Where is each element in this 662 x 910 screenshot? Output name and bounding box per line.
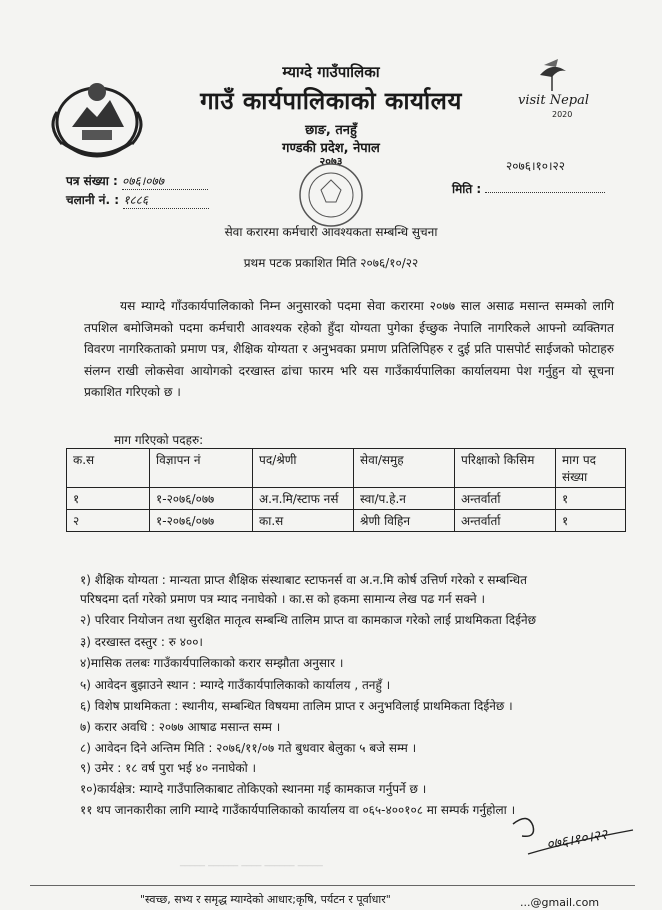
cell-adv-no: १-२०७६/०७७ — [150, 510, 253, 532]
dispatch-number-label: चलानी नं. : — [66, 193, 120, 207]
condition-item: परिषदमा दर्ता गरेको प्रमाण पत्र म्याद ननाघेको । का.स को हकमा सामान्य लेख पढ गर्न सक्ने । — [80, 592, 486, 606]
table-header-row — [67, 449, 626, 488]
condition-item: २) परिवार नियोजन तथा सुरक्षित मातृत्व सम्बन्धि तालिम प्राप्त वा कामकाज गरेको लाई प्राथमिकता दिईनेछ — [80, 613, 537, 627]
office-title: गाउँ कार्यपालिकाको कार्यालय — [200, 87, 462, 115]
footer-motto: "स्वच्छ, सभ्य र समृद्ध म्याग्देको आधार;कृषि, पर्यटन र पूर्वाधार" — [140, 893, 391, 906]
col-header-adv-no: विज्ञापन नं — [150, 449, 253, 488]
visit-nepal-year: 2020 — [552, 110, 573, 119]
date-value — [485, 192, 605, 193]
cell-service: श्रेणी विहिन — [354, 510, 455, 532]
cell-adv-no: १-२०७६/०७७ — [150, 488, 253, 510]
date-label: मिति : — [452, 182, 482, 196]
header-date: २०७६।१०।२२ — [506, 159, 566, 173]
col-header-post: पद/श्रेणी — [253, 449, 354, 488]
cell-exam: अन्तर्वार्ता — [455, 510, 556, 532]
posts-table — [66, 448, 626, 532]
bleed-through-text: _____ ______ ____ ______ _____ — [180, 856, 323, 867]
condition-item: ७) करार अवधि : २०७७ आषाढ मसान्त सम्म । — [80, 720, 281, 734]
posts-heading: माग गरिएको पदहरु: — [114, 433, 204, 447]
col-header-exam: परिक्षाको किसिम — [455, 449, 556, 488]
condition-item: १०)कार्यक्षेत्र: म्याग्दे गाउँपालिकाबाट तोकिएको स्थानमा गई कामकाज गर्नुपर्ने छ । — [80, 782, 427, 796]
visit-nepal-text: visit Nepal — [518, 93, 589, 108]
cell-sn: १ — [67, 488, 150, 510]
table-row — [67, 488, 626, 510]
footer-email: ...@gmail.com — [520, 896, 600, 909]
cell-exam: अन्तर्वार्ता — [455, 488, 556, 510]
condition-item: ९) उमेर : १८ वर्ष पुरा भई ४० ननाघेको । — [80, 761, 257, 775]
municipality-name: म्याग्दे गाउँपालिका — [282, 63, 380, 81]
letter-number-label: पत्र संख्या : — [66, 174, 118, 188]
col-header-count: माग पद संख्या — [556, 449, 626, 488]
condition-item: ६) विशेष प्राथमिकता : स्थानीय, सम्बन्धित विषयमा तालिम प्राप्त र अनुभविलाई प्राथमिकता दिईनेछ । — [80, 699, 513, 713]
cell-post: अ.न.मि/स्टाफ नर्स — [253, 488, 354, 510]
letter-number — [66, 172, 208, 190]
dispatch-number-value: १८८६ — [123, 191, 209, 209]
office-location: छाङ, तनहुँ — [305, 123, 357, 138]
condition-item: ८) आवेदन दिने अन्तिम मिति : २०७६/११/०७ गते बुधवार बेलुका ५ बजे सम्म । — [80, 741, 417, 755]
footer-divider — [30, 885, 635, 886]
notice-body: यस म्याग्दे गाँउकार्यपालिकाको निम्न अनुसारको पदमा सेवा करारमा २०७७ साल असाढ मसान्त सम्मको लागि तपशिल बमोजिमको पदमा कर्मचारी आवश्यक रहेको हुँदा योग्यता पुगेका ईच्छुक नेपालि नागरिकले आफ्नो व्यक्तिगत विवरण नागरिकताको प्रमाण पत्र, शैक्षिक योग्यता र अनुभवका प्रमाण प्रतिलिपिहरु र दुई प्रति पासपोर्ट साईजको फोटाहरु संलग्न राखी लोकसेवा आयोगको दरखास्त ढांचा फारम भरि यस गाउँकार्यपालिका कार्यालयमा पेश गर्नुहुन यो सूचना प्रकाशित गरिएको छ । — [84, 299, 614, 399]
col-header-sn: क.स — [67, 449, 150, 488]
signature-date: ०७६।१०।२२ — [545, 826, 609, 854]
notice-subject: सेवा करारमा कर्मचारी आवश्यकता सम्बन्धि सुचना — [224, 225, 438, 239]
date-field — [452, 180, 605, 197]
condition-item: ४)मासिक तलबः गाउँकार्यपालिकाको करार सम्झौता अनुसार । — [80, 656, 344, 670]
condition-item: १) शैक्षिक योग्यता : मान्यता प्राप्त शैक्षिक संस्थाबाट स्टाफनर्स वा अ.न.मि कोर्ष उत्तिर्ण गरेको र सम्बन्धित — [80, 573, 527, 587]
table-row — [67, 510, 626, 532]
cell-post: का.स — [253, 510, 354, 532]
established-year: २०७३ — [319, 155, 343, 168]
condition-item: ३) दरखास्त दस्तुर : रु ४००। — [80, 635, 203, 649]
cell-sn: २ — [67, 510, 150, 532]
col-header-service: सेवा/समुह — [354, 449, 455, 488]
province-name: गण्डकी प्रदेश, नेपाल — [282, 141, 380, 156]
dispatch-number — [66, 191, 209, 209]
cell-service: स्वा/प.हे.न — [354, 488, 455, 510]
condition-item: ११ थप जानकारीका लागि म्याग्दे गाउँकार्यपालिकाको कार्यालय वा ०६५-४००१०८ मा सम्पर्क गर्नुहोला । — [80, 803, 516, 817]
condition-item: ५) आवेदन बुझाउने स्थान : म्याग्दे गाउँकार्यपालिकाको कार्यालय , तनहुँ । — [80, 678, 391, 692]
visit-nepal-logo — [500, 55, 610, 125]
office-stamp — [296, 160, 366, 230]
cell-count: १ — [556, 510, 626, 532]
cell-count: १ — [556, 488, 626, 510]
letter-number-value: ०७६।०७७ — [122, 172, 208, 190]
publication-date: प्रथम पटक प्रकाशित मिति २०७६/१०/२२ — [243, 256, 419, 270]
